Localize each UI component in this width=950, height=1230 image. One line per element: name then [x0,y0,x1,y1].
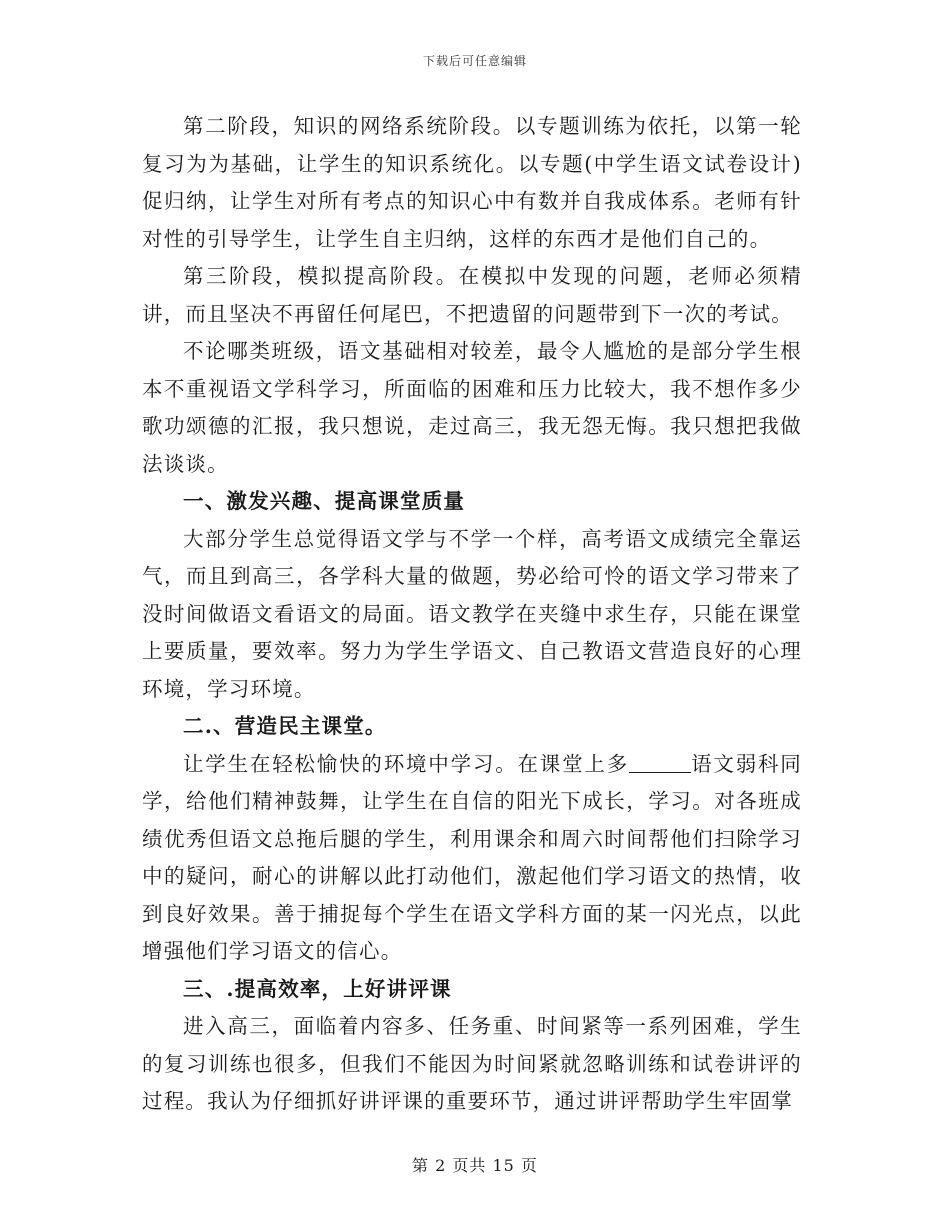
paragraph-stage-three: 第三阶段，模拟提高阶段。在模拟中发现的问题，老师必须精讲，而且坚决不再留任何尾巴，不把遗留的问题带到下一次的考试。 [142,264,802,326]
section-heading-2: 二.、营造民主课堂。 [183,714,387,738]
document-body [142,108,802,1121]
section-heading-3: 三、.提高效率，上好讲评课 [183,976,452,1001]
paragraph-stage-two: 第二阶段，知识的网络系统阶段。以专题训练为依托，以第一轮复习为为基础，让学生的知识系统化。以专题(中学生语文试卷设计)促归纳，让学生对所有考点的知识心中有数并自我成体系。老师有针对性的引导学生，让学生自主归纳，这样的东西才是他们自己的。 [142,114,802,251]
fill-in-blank [629,751,691,773]
paragraph-section-2-start: 让学生在轻松愉快的环境中学习。在课堂上多 [183,751,629,776]
paragraph-section-3: 进入高三，面临着内容多、任务重、时间紧等一系列困难，学生的复习训练也很多，但我们不能因为时间紧就忽略训练和试卷讲评的过程。我认为仔细抓好讲评课的重要环节，通过讲评帮助学生牢固掌 [142,1014,802,1113]
page-header: 下载后可任意编辑 [422,54,527,68]
paragraph-section-2-rest: 语文弱科同学，给他们精神鼓舞，让学生在自信的阳光下成长，学习。对各班成绩优秀但语文总拖后腿的学生，利用课余和周六时间帮他们扫除学习中的疑问，耐心的讲解以此打动他们，激起他们学习语文的热情，收到良好效果。善于捕捉每个学生在语文学科方面的某一闪光点，以此增强他们学习语文的信心。 [142,751,802,963]
paragraph-section-1: 大部分学生总觉得语文学与不学一个样，高考语文成绩完全靠运气，而且到高三，各学科大量的做题，势必给可怜的语文学习带来了没时间做语文看语文的局面。语文教学在夹缝中求生存，只能在课堂上要质量，要效率。努力为学生学语文、自己教语文营造良好的心理环境，学习环境。 [142,526,802,701]
paragraph-section-2 [142,746,802,971]
paragraph-intro: 不论哪类班级，语文基础相对较差，最令人尴尬的是部分学生根本不重视语文学科学习，所面临的困难和压力比较大，我不想作多少歌功颂德的汇报，我只想说，走过高三，我无怨无悔。我只想把我做法谈谈。 [142,339,802,476]
page-number-footer: 第 2 页共 15 页 [412,1156,538,1175]
section-heading-1: 一、激发兴趣、提高课堂质量 [183,489,466,513]
